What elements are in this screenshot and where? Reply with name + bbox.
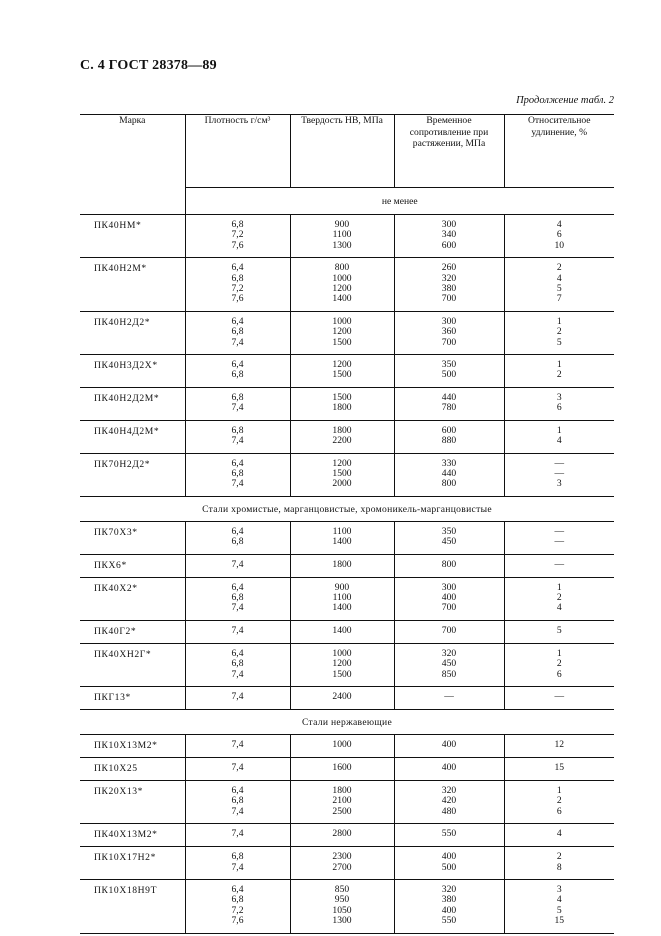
strength-value: 500 [441, 861, 457, 873]
elongation-value: 2 [556, 795, 562, 807]
grade-cell: ПК40Х13М2* [80, 824, 185, 847]
strength-value: 450 [441, 536, 457, 548]
elongation-cell [504, 258, 614, 312]
hardness-cell [290, 387, 394, 420]
elongation-value: 2 [556, 369, 562, 381]
strength-cell [394, 824, 504, 847]
elongation-value: 6 [556, 668, 562, 680]
hardness-cell [290, 521, 394, 554]
strength-value: 700 [441, 336, 457, 348]
grade-cell: ПКХ6* [80, 554, 185, 577]
strength-value: 320 [441, 784, 457, 796]
density-value: 7,4 [231, 602, 244, 614]
density-value: 7,4 [231, 402, 244, 414]
elongation-value: 4 [556, 219, 562, 230]
elongation-value: 4 [556, 272, 562, 284]
elongation-value: 7 [556, 293, 562, 305]
hardness-cell [290, 757, 394, 780]
elongation-value: 2 [556, 262, 562, 274]
elongation-cell [504, 311, 614, 354]
hardness-cell [290, 780, 394, 823]
strength-value: 400 [441, 591, 457, 603]
hardness-cell [290, 880, 394, 934]
hardness-cell [290, 420, 394, 453]
table-row [80, 420, 614, 453]
density-cell [185, 215, 290, 258]
density-value: 7,4 [231, 738, 244, 750]
table-row [80, 880, 614, 934]
header-grade: Марка [80, 115, 185, 215]
strength-cell [394, 420, 504, 453]
elongation-value: 2 [556, 658, 562, 670]
hardness-value: 1200 [332, 457, 352, 469]
strength-value: 330 [441, 457, 457, 469]
density-cell [185, 620, 290, 643]
hardness-value: 1100 [332, 229, 352, 241]
hardness-value: 1200 [332, 326, 352, 338]
strength-value: 300 [441, 315, 457, 327]
table-row [80, 453, 614, 496]
strength-value: 700 [441, 602, 457, 614]
density-cell [185, 577, 290, 620]
density-value: 6,4 [231, 457, 244, 469]
density-value: 6,8 [231, 795, 244, 807]
strength-value: 400 [441, 851, 457, 863]
density-value: 7,2 [231, 283, 244, 295]
hardness-cell [290, 847, 394, 880]
hardness-value: 1500 [332, 467, 352, 479]
grade-cell: ПК40НМ* [80, 215, 185, 258]
density-cell [185, 355, 290, 388]
density-value: 6,4 [231, 262, 244, 274]
hardness-value: 1100 [332, 591, 352, 603]
elongation-value: 1 [556, 784, 562, 796]
elongation-value: 10 [554, 239, 565, 251]
elongation-cell [504, 387, 614, 420]
grade-cell: ПК20Х13* [80, 780, 185, 823]
table-row [80, 643, 614, 686]
section-title: Стали хромистые, марганцовистые, хромоникель-марганцовистые [80, 496, 614, 521]
hardness-value: 1500 [332, 391, 352, 403]
density-value: 6,4 [231, 581, 244, 593]
elongation-value: 3 [556, 478, 562, 490]
strength-value: 420 [441, 795, 457, 807]
page-header: С. 4 ГОСТ 28378—89 [80, 58, 217, 73]
hardness-value: 1400 [332, 624, 352, 636]
table-row [80, 734, 614, 757]
grade-cell: ПК40Н2Д2М* [80, 387, 185, 420]
elongation-cell [504, 880, 614, 934]
hardness-cell [290, 554, 394, 577]
grade-cell: ПК10Х17Н2* [80, 847, 185, 880]
density-value: 6,8 [231, 369, 244, 381]
table-row [80, 620, 614, 643]
strength-cell [394, 847, 504, 880]
density-value: 6,8 [231, 467, 244, 479]
grade-cell: ПК40Х2* [80, 577, 185, 620]
strength-cell [394, 757, 504, 780]
strength-cell [394, 780, 504, 823]
strength-cell [394, 453, 504, 496]
elongation-value: 5 [556, 283, 562, 295]
elongation-value: 1 [556, 647, 562, 659]
elongation-cell [504, 734, 614, 757]
strength-value: 320 [441, 272, 457, 284]
strength-value: 340 [441, 229, 457, 241]
elongation-value: 4 [556, 602, 562, 614]
strength-cell [394, 521, 504, 554]
strength-cell [394, 355, 504, 388]
hardness-value: 800 [334, 262, 350, 274]
density-value: 6,8 [231, 272, 244, 284]
elongation-value: 15 [554, 915, 565, 927]
elongation-cell [504, 643, 614, 686]
density-value: 6,8 [231, 391, 244, 403]
density-value: 7,4 [231, 668, 244, 680]
strength-value: 550 [441, 915, 457, 927]
strength-value: 440 [441, 467, 457, 479]
hardness-value: 1050 [332, 904, 352, 916]
elongation-cell [504, 420, 614, 453]
grade-cell: ПК10Х25 [80, 757, 185, 780]
elongation-value: 1 [556, 581, 562, 593]
strength-value: 700 [441, 624, 457, 636]
elongation-value: 15 [554, 761, 565, 773]
strength-value: 380 [441, 283, 457, 295]
elongation-value: 5 [556, 624, 562, 636]
strength-value: 300 [441, 581, 457, 593]
section-row [80, 496, 614, 521]
density-cell [185, 847, 290, 880]
strength-cell [394, 387, 504, 420]
elongation-value: 1 [556, 359, 562, 371]
density-cell [185, 824, 290, 847]
strength-cell [394, 880, 504, 934]
density-cell [185, 734, 290, 757]
strength-value: 450 [441, 658, 457, 670]
strength-value: 600 [441, 424, 457, 436]
table-row [80, 355, 614, 388]
grade-cell: ПК40Н4Д2М* [80, 420, 185, 453]
table-row [80, 311, 614, 354]
elongation-value: — [554, 457, 565, 469]
grade-cell: ПК10Х13М2* [80, 734, 185, 757]
density-value: 6,8 [231, 326, 244, 338]
hardness-value: 2000 [332, 478, 352, 490]
table-row [80, 387, 614, 420]
hardness-value: 1600 [332, 761, 352, 773]
density-cell [185, 258, 290, 312]
elongation-value: — [554, 525, 565, 537]
strength-value: 320 [441, 884, 457, 895]
strength-value: 850 [441, 668, 457, 680]
strength-cell [394, 734, 504, 757]
hardness-value: 1800 [332, 558, 352, 570]
hardness-value: 2500 [332, 805, 352, 817]
strength-cell [394, 686, 504, 709]
hardness-cell [290, 734, 394, 757]
strength-value: 380 [441, 894, 457, 906]
grade-cell: ПК70Х3* [80, 521, 185, 554]
hardness-value: 1000 [332, 647, 352, 659]
table-row [80, 757, 614, 780]
elongation-value: 6 [556, 805, 562, 817]
strength-value: 800 [441, 558, 457, 570]
elongation-cell [504, 577, 614, 620]
density-value: 6,8 [231, 591, 244, 603]
hardness-cell [290, 643, 394, 686]
elongation-value: 12 [554, 738, 565, 750]
elongation-cell [504, 686, 614, 709]
elongation-value: 2 [556, 326, 562, 338]
hardness-value: 1000 [332, 272, 352, 284]
hardness-cell [290, 686, 394, 709]
hardness-cell [290, 215, 394, 258]
density-value: 7,4 [231, 828, 244, 840]
hardness-cell [290, 453, 394, 496]
grade-cell: ПК40Н2М* [80, 258, 185, 312]
strength-cell [394, 620, 504, 643]
table-row [80, 577, 614, 620]
density-value: 6,4 [231, 525, 244, 537]
density-cell [185, 521, 290, 554]
hardness-value: 1800 [332, 402, 352, 414]
density-cell [185, 757, 290, 780]
table-row [80, 780, 614, 823]
elongation-value: — [554, 467, 565, 479]
strength-cell [394, 554, 504, 577]
hardness-value: 1100 [332, 525, 352, 537]
density-cell [185, 643, 290, 686]
density-value: 7,6 [231, 293, 244, 305]
strength-cell [394, 258, 504, 312]
elongation-value: 6 [556, 402, 562, 414]
elongation-value: 3 [556, 884, 562, 895]
grade-cell: ПК10Х18Н9Т [80, 880, 185, 934]
hardness-value: 1500 [332, 336, 352, 348]
elongation-value: 1 [556, 424, 562, 436]
table-row [80, 847, 614, 880]
density-value: 7,4 [231, 690, 244, 702]
hardness-cell [290, 355, 394, 388]
density-value: 6,8 [231, 894, 244, 906]
density-cell [185, 554, 290, 577]
hardness-cell [290, 620, 394, 643]
header-hardness: Твердость НВ, МПа [290, 115, 394, 188]
elongation-value: 2 [556, 851, 562, 863]
density-cell [185, 387, 290, 420]
header-strength: Временное сопротивление при растяжении, МПа [394, 115, 504, 188]
strength-cell [394, 215, 504, 258]
density-value: 7,4 [231, 861, 244, 873]
strength-value: 440 [441, 391, 457, 403]
strength-cell [394, 643, 504, 686]
strength-value: 700 [441, 293, 457, 305]
strength-value: 360 [441, 326, 457, 338]
hardness-value: 1400 [332, 602, 352, 614]
strength-value: 480 [441, 805, 457, 817]
section-row [80, 709, 614, 734]
density-cell [185, 420, 290, 453]
hardness-value: 1200 [332, 283, 352, 295]
elongation-value: 8 [556, 861, 562, 873]
density-value: 7,4 [231, 805, 244, 817]
density-value: 7,4 [231, 558, 244, 570]
density-value: 7,2 [231, 904, 244, 916]
strength-value: 260 [441, 262, 457, 274]
elongation-value: 1 [556, 315, 562, 327]
density-value: 7,6 [231, 915, 244, 927]
hardness-cell [290, 311, 394, 354]
density-value: 6,8 [231, 536, 244, 548]
hardness-value: 2800 [332, 828, 352, 840]
strength-cell [394, 311, 504, 354]
hardness-value: 1400 [332, 293, 352, 305]
elongation-value: — [554, 690, 565, 702]
hardness-value: 2200 [332, 435, 352, 447]
density-cell [185, 311, 290, 354]
density-cell [185, 686, 290, 709]
density-value: 6,8 [231, 658, 244, 670]
density-value: 6,4 [231, 359, 244, 371]
hardness-value: 2100 [332, 795, 352, 807]
strength-value: 300 [441, 219, 457, 230]
elongation-value: — [554, 536, 565, 548]
hardness-cell [290, 577, 394, 620]
elongation-value: — [554, 558, 565, 570]
density-value: 6,8 [231, 851, 244, 863]
grade-cell: ПК40ХН2Г* [80, 643, 185, 686]
strength-value: 600 [441, 239, 457, 251]
strength-value: 400 [441, 738, 457, 750]
grade-cell: ПК40Н3Д2Х* [80, 355, 185, 388]
strength-value: 500 [441, 369, 457, 381]
hardness-cell [290, 824, 394, 847]
hardness-cell [290, 258, 394, 312]
grade-cell: ПК40Н2Д2* [80, 311, 185, 354]
subheader-min: не менее [185, 188, 614, 215]
density-cell [185, 453, 290, 496]
elongation-cell [504, 453, 614, 496]
density-value: 7,4 [231, 478, 244, 490]
elongation-value: 5 [556, 336, 562, 348]
density-value: 7,6 [231, 239, 244, 251]
elongation-cell [504, 780, 614, 823]
density-value: 7,4 [231, 435, 244, 447]
strength-cell [394, 577, 504, 620]
strength-value: 780 [441, 402, 457, 414]
strength-value: 400 [441, 761, 457, 773]
strength-value: 320 [441, 647, 457, 659]
hardness-value: 1800 [332, 784, 352, 796]
density-value: 7,4 [231, 336, 244, 348]
table-row [80, 824, 614, 847]
grade-cell: ПК70Н2Д2* [80, 453, 185, 496]
strength-value: 800 [441, 478, 457, 490]
table-row [80, 686, 614, 709]
hardness-value: 1300 [332, 915, 352, 927]
density-value: 6,4 [231, 884, 244, 895]
hardness-value: 1300 [332, 239, 352, 251]
table-row [80, 215, 614, 258]
header-elongation: Относительное удлинение, % [504, 115, 614, 188]
hardness-value: 1200 [332, 359, 352, 371]
density-value: 6,8 [231, 424, 244, 436]
hardness-value: 2700 [332, 861, 352, 873]
elongation-cell [504, 355, 614, 388]
elongation-cell [504, 757, 614, 780]
header-density: Плотность г/см³ [185, 115, 290, 188]
table-row [80, 521, 614, 554]
density-value: 6,4 [231, 315, 244, 327]
table-row [80, 258, 614, 312]
elongation-cell [504, 554, 614, 577]
hardness-value: 900 [334, 219, 350, 230]
strength-value: — [444, 690, 454, 702]
hardness-value: 2400 [332, 690, 352, 702]
hardness-value: 2300 [332, 851, 352, 863]
density-value: 7,4 [231, 624, 244, 636]
hardness-value: 1200 [332, 658, 352, 670]
density-value: 6,8 [231, 219, 244, 230]
hardness-value: 1000 [332, 738, 352, 750]
hardness-value: 950 [334, 894, 350, 906]
grade-cell: ПК40Г2* [80, 620, 185, 643]
elongation-value: 3 [556, 391, 562, 403]
properties-table [80, 114, 614, 934]
elongation-cell [504, 521, 614, 554]
section-title: Стали нержавеющие [80, 709, 614, 734]
hardness-value: 1800 [332, 424, 352, 436]
hardness-value: 1500 [332, 668, 352, 680]
hardness-value: 900 [334, 581, 350, 593]
hardness-value: 1000 [332, 315, 352, 327]
elongation-cell [504, 620, 614, 643]
table-continuation-label: Продолжение табл. 2 [516, 95, 614, 106]
density-value: 7,4 [231, 761, 244, 773]
elongation-value: 4 [556, 828, 562, 840]
grade-cell: ПКГ13* [80, 686, 185, 709]
elongation-value: 4 [556, 894, 562, 906]
elongation-value: 2 [556, 591, 562, 603]
strength-value: 880 [441, 435, 457, 447]
density-cell [185, 880, 290, 934]
hardness-value: 1500 [332, 369, 352, 381]
strength-value: 350 [441, 525, 457, 537]
elongation-value: 6 [556, 229, 562, 241]
density-value: 6,4 [231, 647, 244, 659]
strength-value: 350 [441, 359, 457, 371]
table-row [80, 554, 614, 577]
elongation-cell [504, 824, 614, 847]
elongation-cell [504, 847, 614, 880]
hardness-value: 850 [334, 884, 350, 895]
hardness-value: 1400 [332, 536, 352, 548]
density-value: 6,4 [231, 784, 244, 796]
strength-value: 550 [441, 828, 457, 840]
elongation-value: 5 [556, 904, 562, 916]
strength-value: 400 [441, 904, 457, 916]
density-cell [185, 780, 290, 823]
elongation-value: 4 [556, 435, 562, 447]
elongation-cell [504, 215, 614, 258]
density-value: 7,2 [231, 229, 244, 241]
